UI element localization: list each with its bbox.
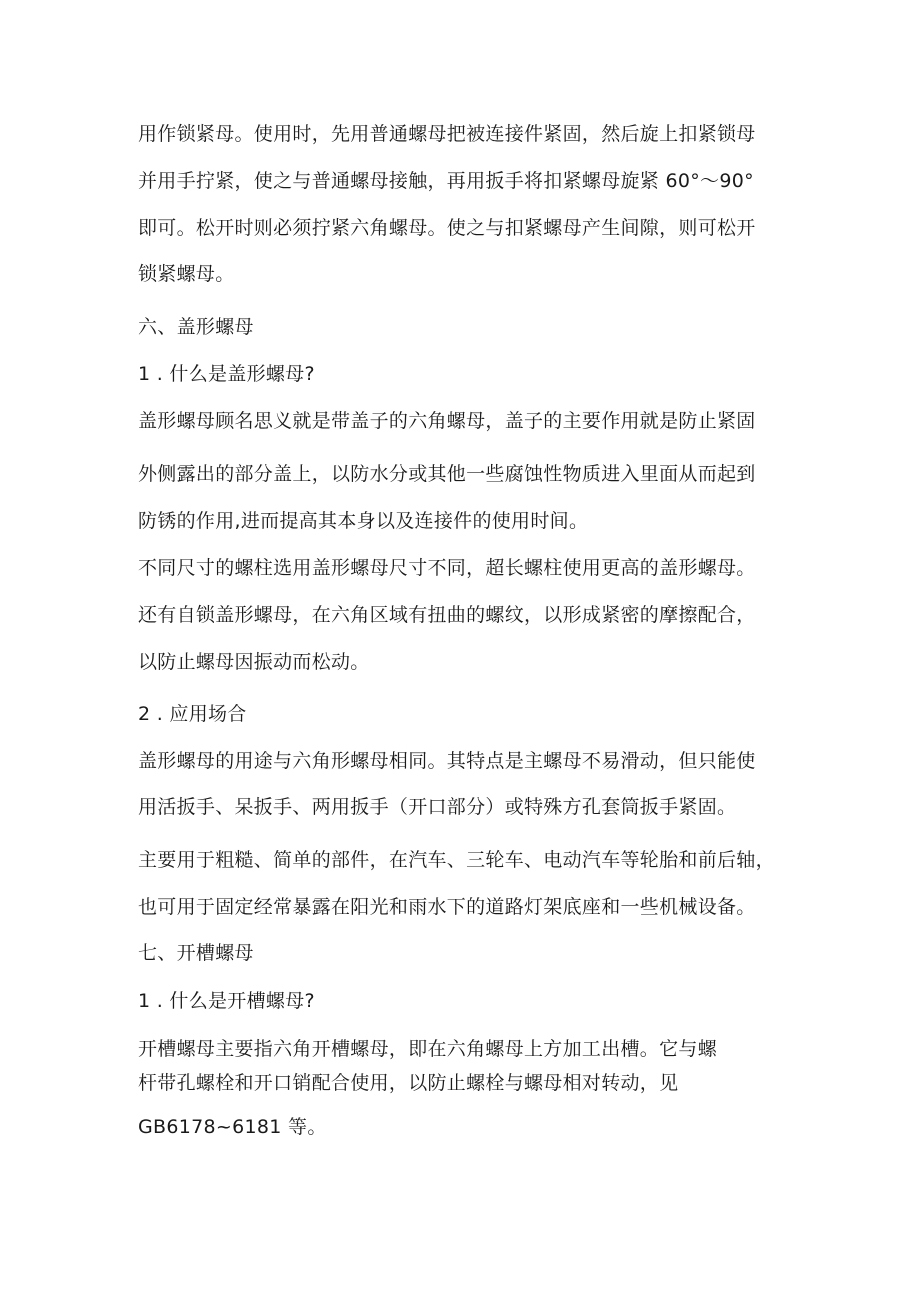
paragraph-line: 盖形螺母的用途与六角形螺母相同。其特点是主螺母不易滑动，但只能使 — [138, 750, 756, 772]
paragraph-line: 盖形螺母顾名思义就是带盖子的六角螺母，盖子的主要作用就是防止紧固 — [138, 410, 756, 432]
paragraph-line: 锁紧螺母。 — [138, 263, 235, 285]
section-heading: 七、开槽螺母 — [138, 942, 254, 964]
paragraph-line: GB6178~6181 等。 — [138, 1116, 327, 1138]
section-heading: 六、盖形螺母 — [138, 316, 254, 338]
subsection-heading: 1 . 什么是开槽螺母? — [138, 990, 315, 1012]
paragraph-line: 开槽螺母主要指六角开槽螺母，即在六角螺母上方加工出槽。它与螺 — [138, 1038, 718, 1060]
paragraph-line: 即可。松开时则必须拧紧六角螺母。使之与扣紧螺母产生间隙，则可松开 — [138, 217, 756, 239]
subsection-heading: 1 . 什么是盖形螺母? — [138, 363, 315, 385]
paragraph-line: 还有自锁盖形螺母，在六角区域有扭曲的螺纹，以形成紧密的摩擦配合， — [138, 604, 756, 626]
paragraph-line: 不同尺寸的螺柱选用盖形螺母尺寸不同，超长螺柱使用更高的盖形螺母。 — [138, 557, 756, 579]
paragraph-line: 杆带孔螺栓和开口销配合使用，以防止螺栓与螺母相对转动，见 — [138, 1072, 679, 1094]
paragraph-line: 防锈的作用,进而提高其本身以及连接件的使用时间。 — [138, 510, 589, 532]
paragraph-line: 也可用于固定经常暴露在阳光和雨水下的道路灯架底座和一些机械设备。 — [138, 896, 756, 918]
paragraph-line: 用作锁紧母。使用时，先用普通螺母把被连接件紧固，然后旋上扣紧锁母 — [138, 123, 756, 145]
paragraph-line: 并用手拧紧，使之与普通螺母接触，再用扳手将扣紧螺母旋紧 60°～90° — [138, 170, 754, 192]
paragraph-line: 主要用于粗糙、简单的部件，在汽车、三轮车、电动汽车等轮胎和前后轴， — [138, 849, 775, 871]
paragraph-line: 以防止螺母因振动而松动。 — [138, 651, 370, 673]
subsection-heading: 2 . 应用场合 — [138, 703, 247, 725]
paragraph-line: 用活扳手、呆扳手、两用扳手（开口部分）或特殊方孔套筒扳手紧固。 — [138, 796, 737, 818]
paragraph-line: 外侧露出的部分盖上，以防水分或其他一些腐蚀性物质进入里面从而起到 — [138, 463, 756, 485]
